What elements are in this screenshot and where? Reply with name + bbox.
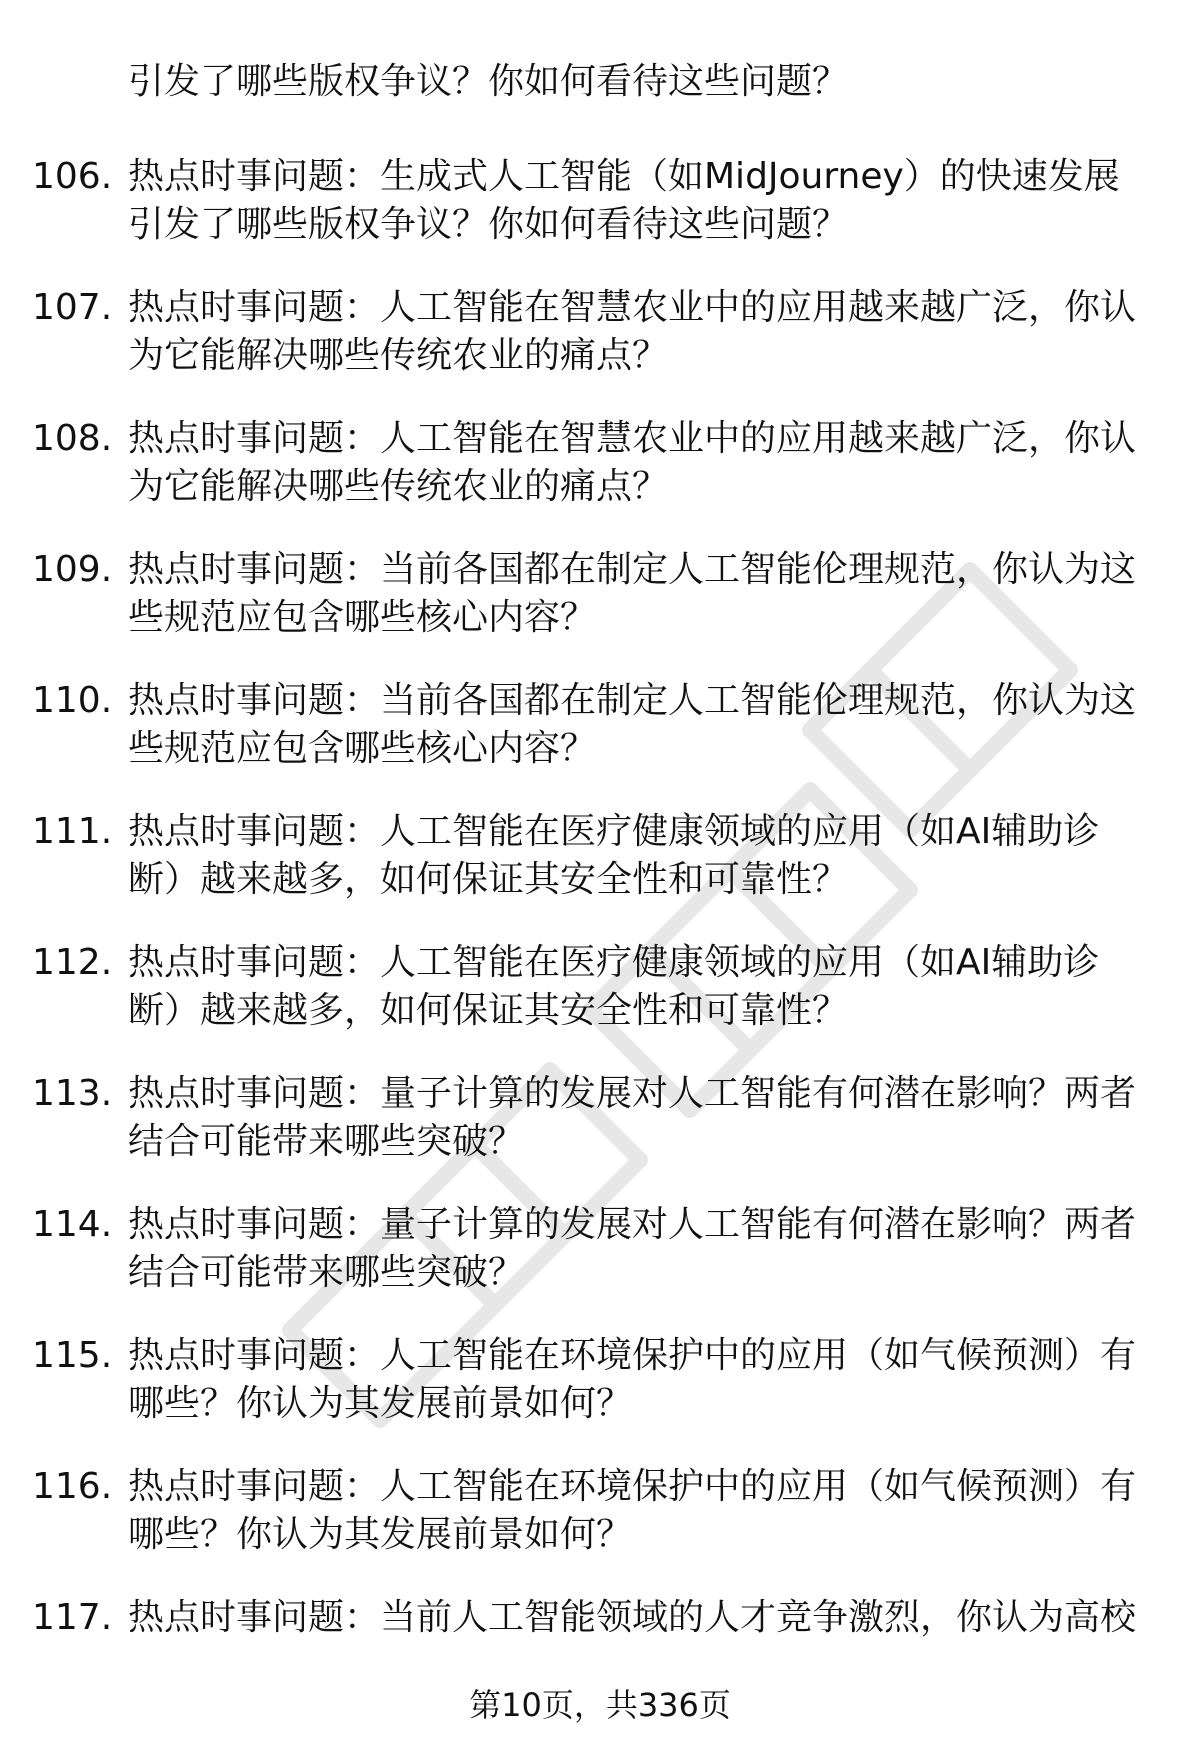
question-text: 热点时事问题：当前各国都在制定人工智能伦理规范，你认为这 些规范应包含哪些核心内容？: [128, 680, 1137, 769]
question-item: [32, 1332, 1182, 1428]
question-item: [32, 1463, 1182, 1559]
question-text: 热点时事问题：人工智能在环境保护中的应用（如气候预测）有 哪些？你认为其发展前景如何？: [128, 1335, 1137, 1424]
question-text: 热点时事问题：人工智能在医疗健康领域的应用（如AI辅助诊 断）越来越多，如何保证其安全性和可靠性？: [128, 811, 1100, 900]
question-item: [32, 1070, 1182, 1166]
question-number: 114.: [32, 1204, 113, 1245]
question-number: 107.: [32, 287, 113, 328]
question-item: [32, 1594, 1182, 1642]
question-number: 116.: [32, 1466, 113, 1507]
question-number: 109.: [32, 549, 113, 590]
question-number: 115.: [32, 1335, 113, 1376]
question-item: [32, 153, 1182, 249]
question-text: 热点时事问题：生成式人工智能（如MidJourney）的快速发展 引发了哪些版权争议？你如何看待这些问题？: [128, 156, 1120, 245]
question-number: 108.: [32, 418, 113, 459]
continued-question-text: 引发了哪些版权争议？你如何看待这些问题？: [128, 61, 849, 102]
question-text: 热点时事问题：人工智能在智慧农业中的应用越来越广泛，你认 为它能解决哪些传统农业的痛点？: [128, 287, 1137, 376]
question-text: 热点时事问题：量子计算的发展对人工智能有何潜在影响？两者 结合可能带来哪些突破？: [128, 1204, 1137, 1293]
question-text: 热点时事问题：当前人工智能领域的人才竞争激烈，你认为高校: [128, 1597, 1137, 1638]
question-number: 111.: [32, 811, 113, 852]
question-text: 热点时事问题：当前各国都在制定人工智能伦理规范，你认为这 些规范应包含哪些核心内容？: [128, 549, 1137, 638]
question-item: [32, 677, 1182, 773]
question-item: [32, 939, 1182, 1035]
question-number: 113.: [32, 1073, 113, 1114]
question-text: 热点时事问题：量子计算的发展对人工智能有何潜在影响？两者 结合可能带来哪些突破？: [128, 1073, 1137, 1162]
question-item: [32, 808, 1182, 904]
question-item: [32, 415, 1182, 511]
question-item: [32, 546, 1182, 642]
question-number: 110.: [32, 680, 113, 721]
question-number: 106.: [32, 156, 113, 197]
question-text: 热点时事问题：人工智能在环境保护中的应用（如气候预测）有 哪些？你认为其发展前景如何？: [128, 1466, 1137, 1555]
page-footer: 第10页，共336页: [469, 1686, 731, 1724]
question-item: [32, 284, 1182, 380]
question-number: 112.: [32, 942, 113, 983]
question-item: [32, 1201, 1182, 1297]
question-text: 热点时事问题：人工智能在智慧农业中的应用越来越广泛，你认 为它能解决哪些传统农业的痛点？: [128, 418, 1137, 507]
question-text: 热点时事问题：人工智能在医疗健康领域的应用（如AI辅助诊 断）越来越多，如何保证其安全性和可靠性？: [128, 942, 1100, 1031]
question-number: 117.: [32, 1597, 113, 1638]
